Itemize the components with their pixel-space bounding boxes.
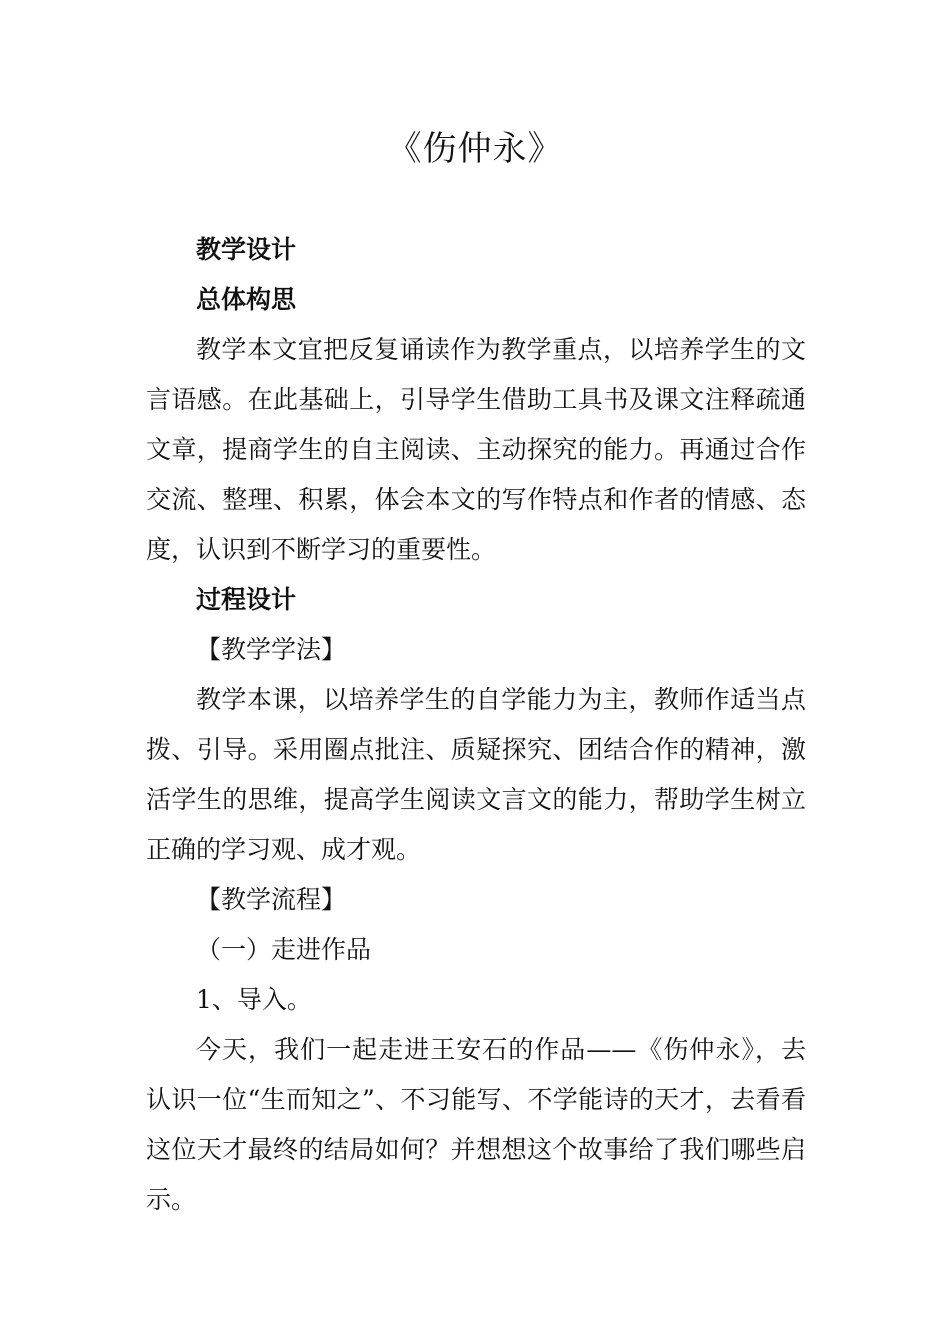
heading-overall-idea: 总体构思 (196, 285, 297, 314)
paragraph-introduction: 今天，我们一起走进王安石的作品——《伤仲永》，去认识一位“生而知之”、不习能写、不学能诗的天才，去看看这位天才最终的结局如何？并想想这个故事给了我们哪些启示。 (146, 1035, 806, 1214)
section-heading-one: （一）走进作品 (196, 935, 372, 964)
paragraph-teaching-methods: 教学本课，以培养学生的自学能力为主，教师作适当点拨、引导。采用圈点批注、质疑探究、团结合作的精神，激活学生的思维，提高学生阅读文言文的能力，帮助学生树立正确的学习观、成才观。 (146, 685, 806, 864)
paragraph-overall-idea: 教学本文宜把反复诵读作为教学重点，以培养学生的文言语感。在此基础上，引导学生借助工具书及课文注释疏通文章，提商学生的自主阅读、主动探究的能力。再通过合作交流、整理、积累，体会本文的写作特点和作者的情感、态度，认识到不断学习的重要性。 (146, 335, 806, 564)
heading-process-design: 过程设计 (196, 585, 297, 614)
document-body (146, 225, 806, 1225)
list-item-one: 1、导入。 (196, 985, 312, 1014)
label-teaching-flow: 【教学流程】 (196, 885, 347, 914)
heading-teaching-design: 教学设计 (196, 235, 297, 264)
document-title: 《伤仲永》 (387, 129, 563, 169)
label-teaching-methods: 【教学学法】 (196, 635, 347, 664)
